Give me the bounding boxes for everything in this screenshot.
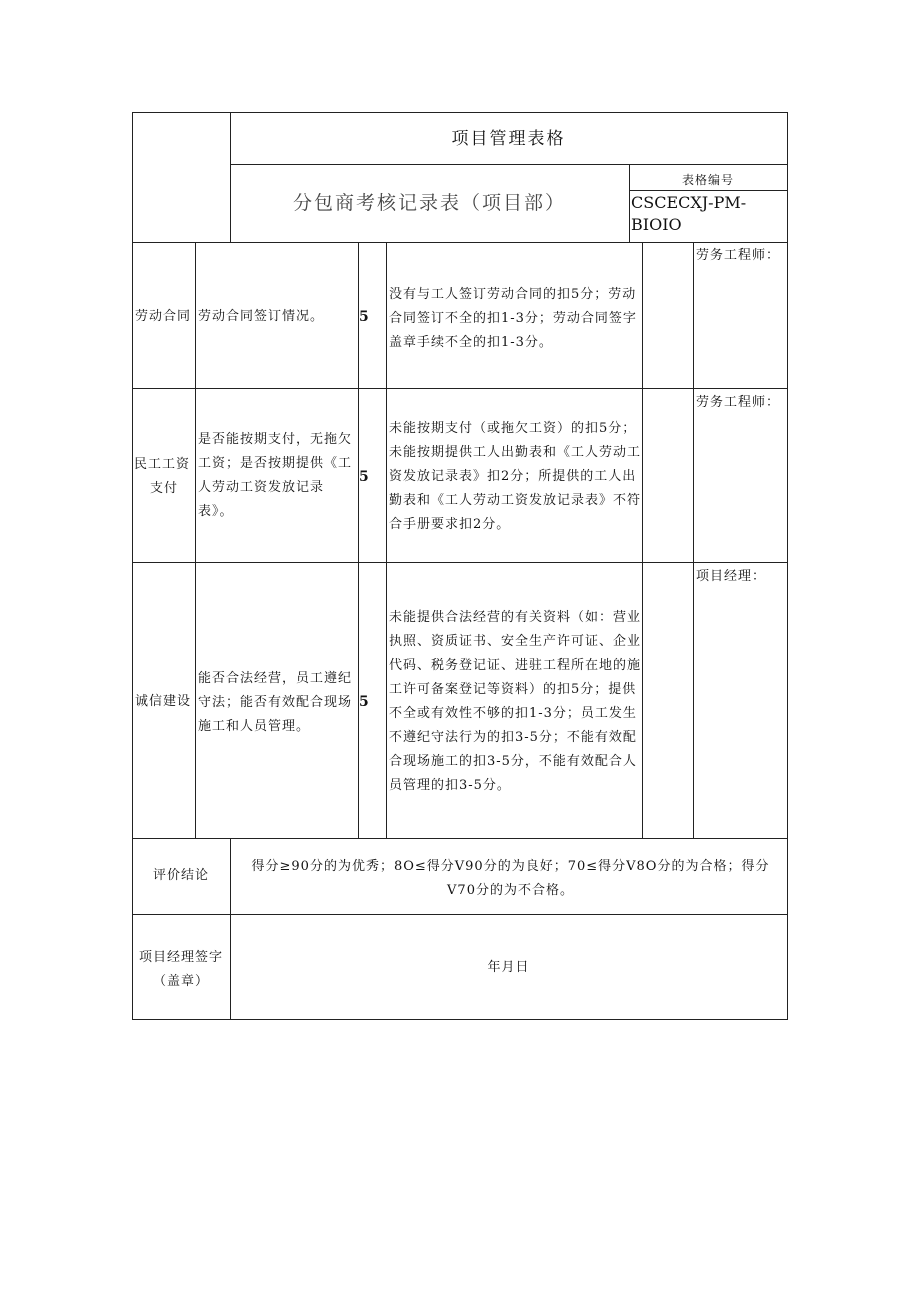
row-item: 劳动合同: [135, 309, 192, 324]
row-signer: 劳务工程师：: [696, 395, 781, 410]
row-divider-2: [132, 562, 788, 563]
form-code-line2: BIOIO: [631, 215, 682, 234]
conclusion-text: 得分≥90分的为优秀；8O≤得分V90分的为良好；70≤得分V8O分的为合格；得分V70分的为不合格。: [251, 859, 770, 898]
col-divider-result: [693, 242, 694, 838]
row-item: 诚信建设: [135, 694, 192, 709]
form-code-value: [631, 192, 787, 236]
footer-divider: [230, 838, 231, 1020]
signature-label-line1: 项目经理签字: [138, 950, 223, 965]
row-content: 能否合法经营，员工遵纪守法；能否有效配合现场施工和人员管理。: [198, 671, 353, 734]
form-category: 项目管理表格: [451, 129, 566, 149]
row-content: 劳动合同签订情况。: [198, 309, 325, 324]
row-criteria: 没有与工人签订劳动合同的扣5分；劳动合同签订不全的扣1-3分；劳动合同签字盖章手续不全的扣1-3分。: [389, 287, 637, 350]
row-divider-1: [132, 388, 788, 389]
col-divider-item: [195, 242, 196, 838]
conclusion-label: 评价结论: [152, 868, 209, 883]
col-divider-score: [386, 242, 387, 838]
header-bottom-line: [132, 242, 788, 243]
row-signer: 劳务工程师：: [696, 248, 781, 263]
border-right: [787, 112, 788, 1020]
row-item: [134, 453, 196, 501]
row-score: 5: [359, 309, 370, 325]
row-criteria: 未能按期支付（或拖欠工资）的扣5分；未能按期提供工人出勤表和《工人劳动工资发放记录表》扣2分；所提供的工人出勤表和《工人劳动工资发放记录表》不符合手册要求扣2分。: [389, 421, 642, 532]
row-item-line2: 支付: [149, 481, 178, 496]
form-code-line1: CSCECXJ-PM-: [631, 193, 747, 212]
signature-label-line2: （盖章）: [152, 974, 209, 989]
footer-row-divider: [132, 914, 788, 915]
signature-date: 年月日: [487, 960, 530, 975]
row-score: 5: [359, 694, 370, 710]
signature-label: [132, 946, 230, 994]
header-code-label-divider: [629, 190, 787, 191]
col-divider-criteria: [642, 242, 643, 838]
header-divider-1: [230, 164, 787, 165]
row-score: 5: [359, 469, 370, 485]
form-code-label: 表格编号: [681, 173, 734, 187]
row-content: 是否能按期支付，无拖欠工资；是否按期提供《工人劳动工资发放记录表》。: [198, 432, 353, 519]
col-divider-content: [358, 242, 359, 838]
row-item-line1: 民工工资: [134, 457, 191, 472]
row-signer: 项目经理：: [696, 569, 767, 584]
row-criteria: 未能提供合法经营的有关资料（如：营业执照、资质证书、安全生产许可证、企业代码、税务登记证、进驻工程所在地的施工许可备案登记等资料）的扣5分；提供不全或有效性不够的扣1-3分；员工发生不遵纪守法行为的扣3-5分；不能有效配合现场施工的扣3-5分，不能有效配合人员管理的扣3-5分。: [389, 610, 642, 793]
form-title: 分包商考核记录表（项目部）: [292, 192, 566, 214]
